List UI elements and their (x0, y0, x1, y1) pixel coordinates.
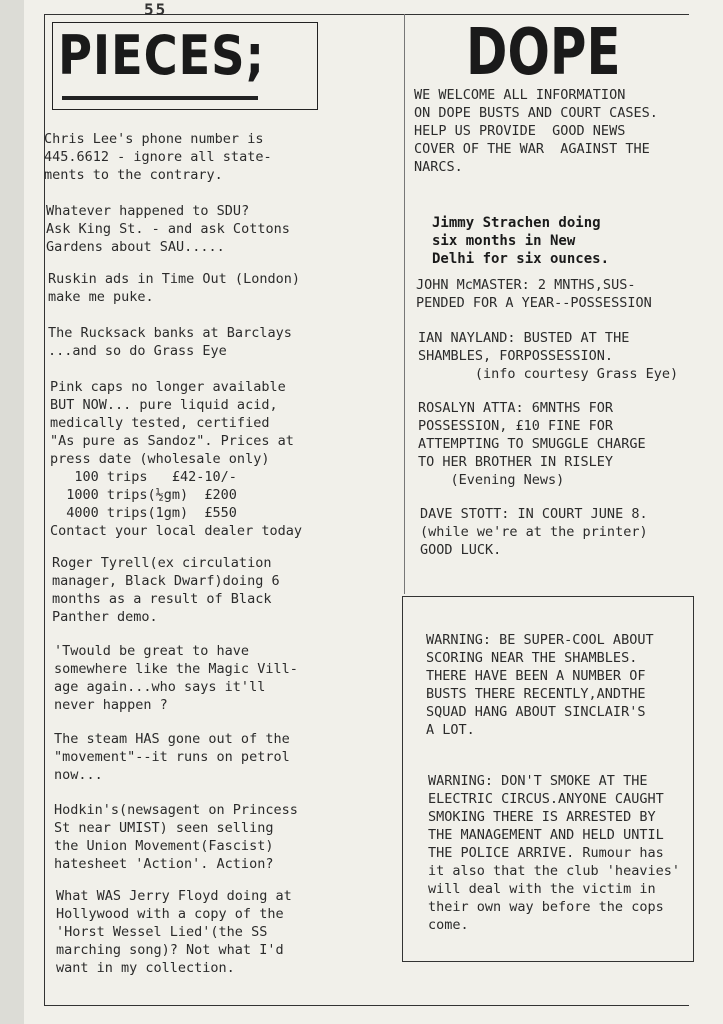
dope-headline: Jimmy Strachen doing six months in New Delhi for six ounces. (432, 215, 610, 267)
warning-paragraph: WARNING: BE SUPER-COOL ABOUT SCORING NEAR THE SHAMBLES. THERE HAVE BEEN A NUMBER OF BUSTS THERE RECENTLY,ANDTHE SQUAD HANG ABOUT SINCLAIR'S A LOT. (426, 632, 654, 738)
pieces-title-underline (62, 96, 258, 100)
page-number: 55 (144, 0, 168, 19)
dope-item: IAN NAYLAND: BUSTED AT THE SHAMBLES, FORPOSSESSION. (info courtesy Grass Eye) (418, 330, 679, 382)
pieces-item: Pink caps no longer available BUT NOW... pure liquid acid, medically tested, certified "As pure as Sandoz". Prices at press date (wholesale only) 100 trips £42-10/- 1000 trips(½gm) £200 4000 trips(1gm) £550 Contact your local dealer today (50, 379, 302, 539)
pieces-item: Roger Tyrell(ex circulation manager, Black Dwarf)doing 6 months as a result of Black Panther demo. (52, 555, 280, 625)
pieces-item: What WAS Jerry Floyd doing at Hollywood with a copy of the 'Horst Wessel Lied'(the SS marching song)? Not what I'd want in my collection. (56, 888, 292, 976)
pieces-item: 'Twould be great to have somewhere like the Magic Vill- age again...who says it'll never happen ? (54, 643, 298, 713)
pieces-item: Whatever happened to SDU? Ask King St. - and ask Cottons Gardens about SAU..... (46, 203, 290, 255)
pieces-item: The Rucksack banks at Barclays ...and so do Grass Eye (48, 325, 292, 359)
pieces-item: The steam HAS gone out of the "movement"--it runs on petrol now... (54, 731, 290, 783)
pieces-item: Hodkin's(newsagent on Princess St near UMIST) seen selling the Union Movement(Fascist) hatesheet 'Action'. Action? (54, 802, 298, 872)
dope-item: ROSALYN ATTA: 6MNTHS FOR POSSESSION, £10 FINE FOR ATTEMPTING TO SMUGGLE CHARGE TO HER BROTHER IN RISLEY (Evening News) (418, 400, 646, 488)
dope-title: DOPE (466, 16, 621, 90)
page-edge (0, 0, 24, 1024)
dope-item: JOHN McMASTER: 2 MNTHS,SUS- PENDED FOR A YEAR--POSSESSION (416, 277, 652, 311)
pieces-title: PIECES; (58, 24, 265, 87)
pieces-item: Chris Lee's phone number is 445.6612 - ignore all state- ments to the contrary. (44, 131, 272, 183)
dope-intro: WE WELCOME ALL INFORMATION ON DOPE BUSTS AND COURT CASES. HELP US PROVIDE GOOD NEWS COVER OF THE WAR AGAINST THE NARCS. (414, 87, 658, 175)
pieces-item: Ruskin ads in Time Out (London) make me puke. (48, 271, 300, 305)
dope-item: DAVE STOTT: IN COURT JUNE 8. (while we're at the printer) GOOD LUCK. (420, 506, 648, 558)
warning-paragraph: WARNING: DON'T SMOKE AT THE ELECTRIC CIRCUS.ANYONE CAUGHT SMOKING THERE IS ARRESTED BY THE MANAGEMENT AND HELD UNTIL THE POLICE ARRIVE. Rumour has it also that the club 'heavies' will deal with the victim in their own way before the cops come. (428, 773, 680, 933)
column-divider (404, 14, 405, 594)
